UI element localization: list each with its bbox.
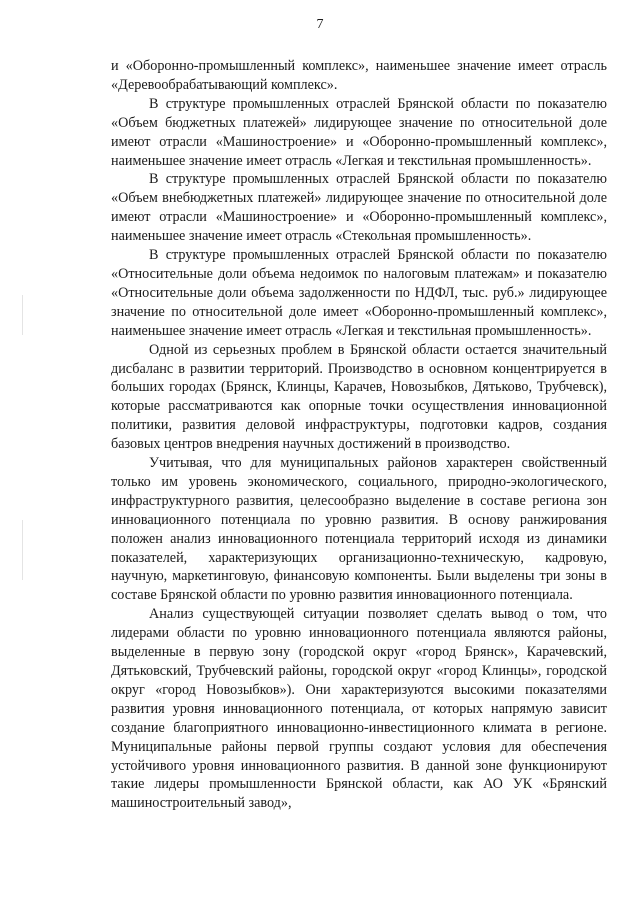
paragraph-2: В структуре промышленных отраслей Брянской области по показателю «Объем бюджетных платежей» лидирующее значение по относительной доле имеют отрасли «Машиностроение» и «Оборонно-промышленный комплекс», наименьшее значение имеет отрасль «Легкая и текстильная промышленность». [111, 95, 607, 169]
paragraph-4: В структуре промышленных отраслей Брянской области по показателю «Относительные доли объема недоимок по налоговым платежам» и показателю «Относительные доли объема задолженности по НДФЛ, тыс. руб.» лидирующее значение по относительной доле имеет «Оборонно-промышленный комплекс», наименьшее значение имеет отрасль «Легкая и текстильная промышленность». [111, 247, 607, 339]
paragraph-1: и «Оборонно-промышленный комплекс», наименьшее значение имеет отрасль «Деревообрабатывающий комплекс». [111, 58, 607, 93]
document-body [111, 57, 607, 813]
paragraph-3: В структуре промышленных отраслей Брянской области по показателю «Объем внебюджетных платежей» лидирующее значение по относительной доле имеют отрасли «Машиностроение» и «Оборонно-промышленный комплекс», наименьшее значение имеет отрасль «Стекольная промышленность». [111, 171, 607, 245]
paragraph-6: Учитывая, что для муниципальных районов характерен свойственный только им уровень экономического, социального, природно-экологического, инфраструктурного развития, целесообразно выделение в составе региона зон инновационного потенциала по уровню развития. В основу ранжирования положен анализ инновационного потенциала территорий исходя из динамики показателей, характеризующих организационно-техническую, кадровую, научную, маркетинговую, финансовую компоненты. Были выделены три зоны в составе Брянской области по уровню развития инновационного потенциала. [111, 455, 607, 604]
margin-scan-mark [22, 520, 23, 580]
paragraph-7: Анализ существующей ситуации позволяет сделать вывод о том, что лидерами области по уровню инновационного потенциала являются районы, выделенные в первую зону (городской округ «город Брянск», Карачевский, Дятьковский, Трубчевский районы, городской округ «город Клинцы», городской округ «город Новозыбков»). Они характеризуются высокими показателями развития уровня инновационного потенциала, от которых напрямую зависит создание благоприятного инновационно-инвестиционного климата в регионе. Муниципальные районы первой группы создают условия для обеспечения устойчивого уровня инновационного развития. В данной зоне функционируют такие лидеры промышленности Брянской области, как АО УК «Брянский машиностроительный завод», [111, 606, 607, 812]
margin-scan-mark [22, 295, 23, 335]
paragraph-5: Одной из серьезных проблем в Брянской области остается значительный дисбаланс в развитии территорий. Производство в основном концентрируется в больших городах (Брянск, Клинцы, Карачев, Новозыбков, Дятьково, Трубчевск), которые рассматриваются как опорные точки осуществления инновационной политики, развития деловой инфраструктуры, подготовки кадров, создания базовых центров внедрения научных достижений в производство. [111, 341, 607, 453]
page-number: 7 [316, 17, 324, 32]
